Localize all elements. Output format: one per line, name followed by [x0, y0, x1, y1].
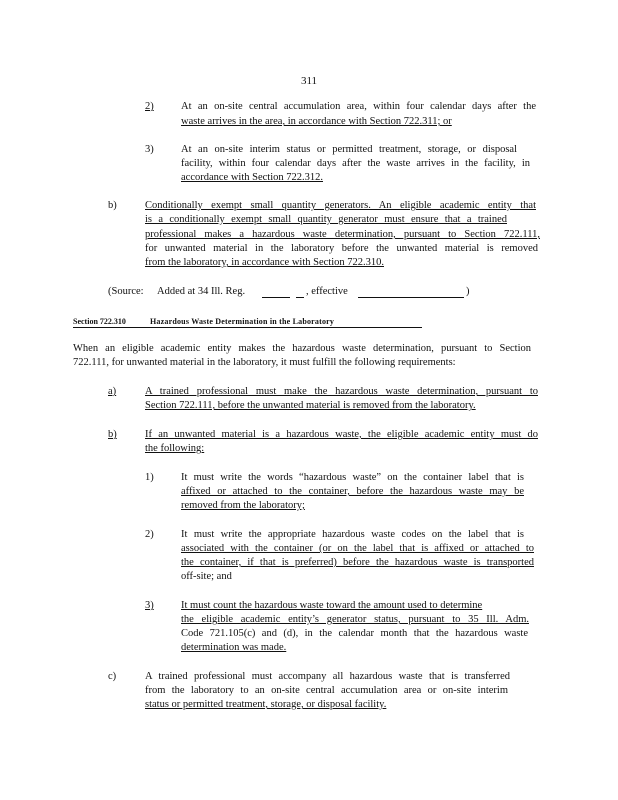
item-letter: b): [108, 200, 117, 211]
sub-text-line: status or permitted treatment, storage, or disposal facility.: [145, 699, 387, 710]
item-number: 1): [145, 472, 154, 483]
sub-letter: b): [108, 429, 117, 440]
section-title: Hazardous Waste Determination in the Laboratory: [150, 317, 335, 326]
item-text-line: It must write the appropriate hazardous waste codes on the label that is: [181, 529, 524, 540]
item-text-line: accordance with Section 722.312.: [181, 172, 323, 183]
item-text-line: Conditionally exempt small quantity generators. An eligible academic entity that: [145, 200, 536, 211]
item-number: 3): [145, 144, 154, 155]
item-text-line: associated with the container (or on the label that is affixed or attached to: [181, 543, 534, 554]
item-text-line: for unwanted material in the laboratory before the unwanted material is removed: [145, 243, 538, 254]
item-text-line: the eligible academic entity’s generator status, pursuant to 35 Ill. Adm.: [181, 614, 529, 625]
item-text-line: the container, if that is preferred) before the hazardous waste is transported: [181, 557, 534, 568]
sub-text-line: A trained professional must make the hazardous waste determination, pursuant to: [145, 386, 538, 397]
intro-line: When an eligible academic entity makes the hazardous waste determination, pursuant to Section: [73, 343, 531, 354]
item-number: 3): [145, 600, 154, 611]
source-prefix: (Source:: [108, 286, 144, 297]
page-number: 311: [300, 75, 318, 87]
item-text-line: At an on-site interim status or permitted treatment, storage, or disposal: [181, 144, 517, 155]
sub-letter: c): [108, 671, 117, 682]
item-text-line: It must write the words “hazardous waste” on the container label that is: [181, 472, 524, 483]
item-text-line: It must count the hazardous waste toward the amount used to determine: [181, 600, 483, 611]
item-text-line: professional makes a hazardous waste determination, pursuant to Section 722.111,: [145, 229, 540, 240]
section-heading-underline: [73, 327, 422, 328]
source-close: ): [466, 286, 470, 297]
item-text-line: removed from the laboratory;: [181, 500, 305, 511]
item-text-line: determination was made.: [181, 642, 287, 653]
item-text-line: is a conditionally exempt small quantity generator must ensure that a trained: [145, 214, 507, 225]
item-text-line: from the laboratory, in accordance with Section 722.310.: [145, 257, 384, 268]
item-text-line: facility, within four calendar days after the waste arrives in the facility, in: [181, 158, 530, 169]
sub-text-line: A trained professional must accompany all hazardous waste that is transferred: [145, 671, 510, 682]
source-added: Added at 34 Ill. Reg.: [157, 286, 246, 297]
intro-line: 722.111, for unwanted material in the laboratory, it must fulfill the following requirements:: [73, 357, 456, 368]
effective-date-blank: [358, 297, 464, 298]
section-number: Section 722.310: [73, 317, 126, 326]
item-text-line: Code 721.105(c) and (d), in the calendar month that the hazardous waste: [181, 628, 528, 639]
register-volume-blank: [262, 297, 290, 298]
sub-letter: a): [108, 386, 117, 397]
sub-text-line: the following:: [145, 443, 205, 454]
item-text-line: At an on-site central accumulation area, within four calendar days after the: [181, 101, 536, 112]
sub-text-line: If an unwanted material is a hazardous waste, the eligible academic entity must do: [145, 429, 538, 440]
item-number: 2): [145, 529, 154, 540]
sub-text-line: Section 722.111, before the unwanted material is removed from the laboratory.: [145, 400, 476, 411]
sub-text-line: from the laboratory to an on-site central accumulation area or on-site interim: [145, 685, 508, 696]
item-text-line: waste arrives in the area, in accordance with Section 722.311; or: [181, 116, 452, 127]
item-text-line: off-site; and: [181, 571, 232, 582]
item-number: 2): [145, 101, 154, 112]
item-text-line: affixed or attached to the container, before the hazardous waste may be: [181, 486, 524, 497]
source-effective: , effective: [306, 286, 348, 297]
register-page-blank: [296, 297, 304, 298]
